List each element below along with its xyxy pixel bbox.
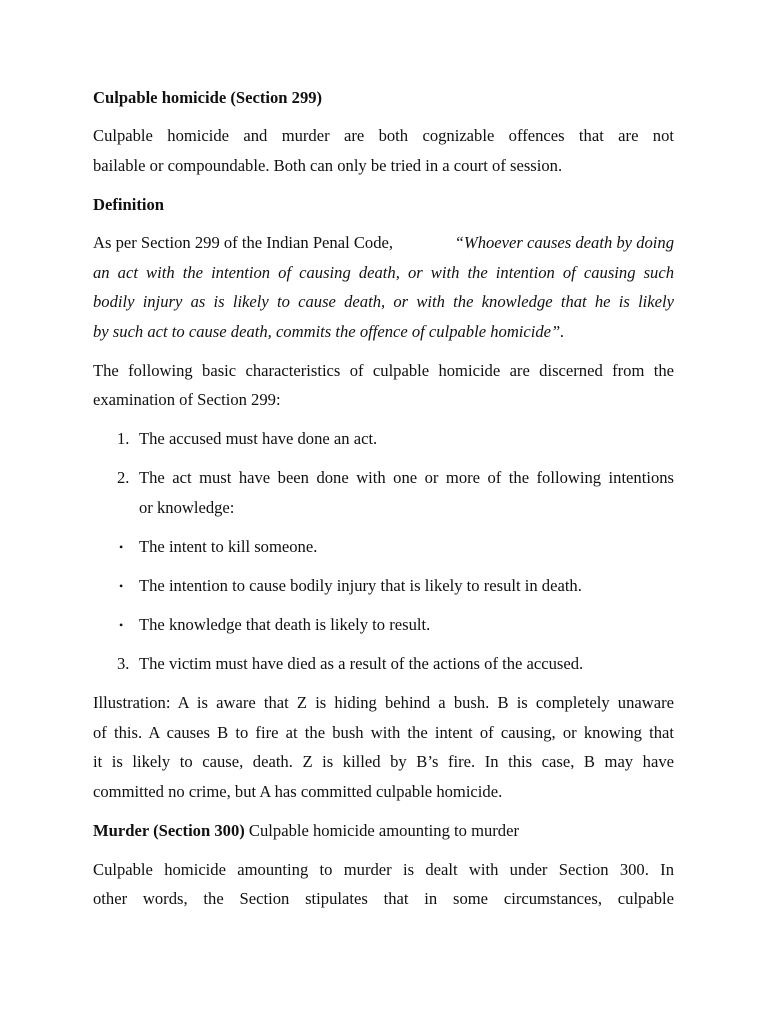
intro-line-1: Culpable homicide and murder are both cognizable offences that are not xyxy=(93,126,674,145)
murder-heading-rest: Culpable homicide amounting to murder xyxy=(244,821,519,840)
murder-line-2: other words, the Section stipulates that in some circumstances, culpable xyxy=(93,889,674,908)
definition-quote-line-2: an act with the intention of causing death, or with the intention of causing such xyxy=(93,263,674,282)
definition-quote-line-3: bodily injury as is likely to cause death, or with the knowledge that he is likely xyxy=(93,292,674,311)
murder-heading-bold: Murder (Section 300) xyxy=(93,821,245,840)
list-marker: 1. xyxy=(117,429,130,448)
illustration-line-3: it is likely to cause, death. Z is killed by B’s fire. In this case, B may have xyxy=(93,752,674,771)
bullet-text: The intent to kill someone. xyxy=(139,537,318,556)
illustration-line-1: Illustration: A is aware that Z is hiding behind a bush. B is completely unaware xyxy=(93,693,674,712)
murder-heading xyxy=(93,821,519,841)
definition-quote-line-4: by such act to cause death, commits the offence of culpable homicide”. xyxy=(93,322,565,341)
characteristics-line-1: The following basic characteristics of culpable homicide are discerned from the xyxy=(93,361,674,380)
list-marker: 3. xyxy=(117,654,130,673)
bullet-item-1 xyxy=(93,537,674,557)
bullet-item-2 xyxy=(93,576,674,596)
list-item-3 xyxy=(93,654,674,674)
definition-line-1 xyxy=(93,233,674,253)
definition-heading: Definition xyxy=(93,195,164,214)
definition-quote-start: “Whoever causes death by doing xyxy=(454,233,674,252)
section-heading: Culpable homicide (Section 299) xyxy=(93,88,323,107)
bullet-icon: • xyxy=(119,618,124,632)
list-item-2-continued xyxy=(93,498,674,518)
bullet-icon: • xyxy=(119,579,124,593)
bullet-text: The intention to cause bodily injury that is likely to result in death. xyxy=(139,576,582,595)
list-item-text: The victim must have died as a result of the actions of the accused. xyxy=(139,654,584,673)
intro-line-2: bailable or compoundable. Both can only be tried in a court of session. xyxy=(93,156,563,175)
list-marker: 2. xyxy=(117,468,130,487)
bullet-item-3 xyxy=(93,615,674,635)
bullet-icon: • xyxy=(119,540,124,554)
illustration-line-4: committed no crime, but A has committed culpable homicide. xyxy=(93,782,503,801)
definition-lead: As per Section 299 of the Indian Penal Code, xyxy=(93,233,394,252)
list-item-text: The act must have been done with one or more of the following intentions xyxy=(139,468,674,487)
characteristics-line-2: examination of Section 299: xyxy=(93,390,281,409)
list-item-2 xyxy=(93,468,674,488)
list-item-1 xyxy=(93,429,674,449)
list-item-text: or knowledge: xyxy=(139,498,235,517)
murder-line-1: Culpable homicide amounting to murder is dealt with under Section 300. In xyxy=(93,860,674,879)
bullet-text: The knowledge that death is likely to result. xyxy=(139,615,431,634)
illustration-line-2: of this. A causes B to fire at the bush with the intent of causing, or knowing that xyxy=(93,723,674,742)
list-item-text: The accused must have done an act. xyxy=(139,429,378,448)
